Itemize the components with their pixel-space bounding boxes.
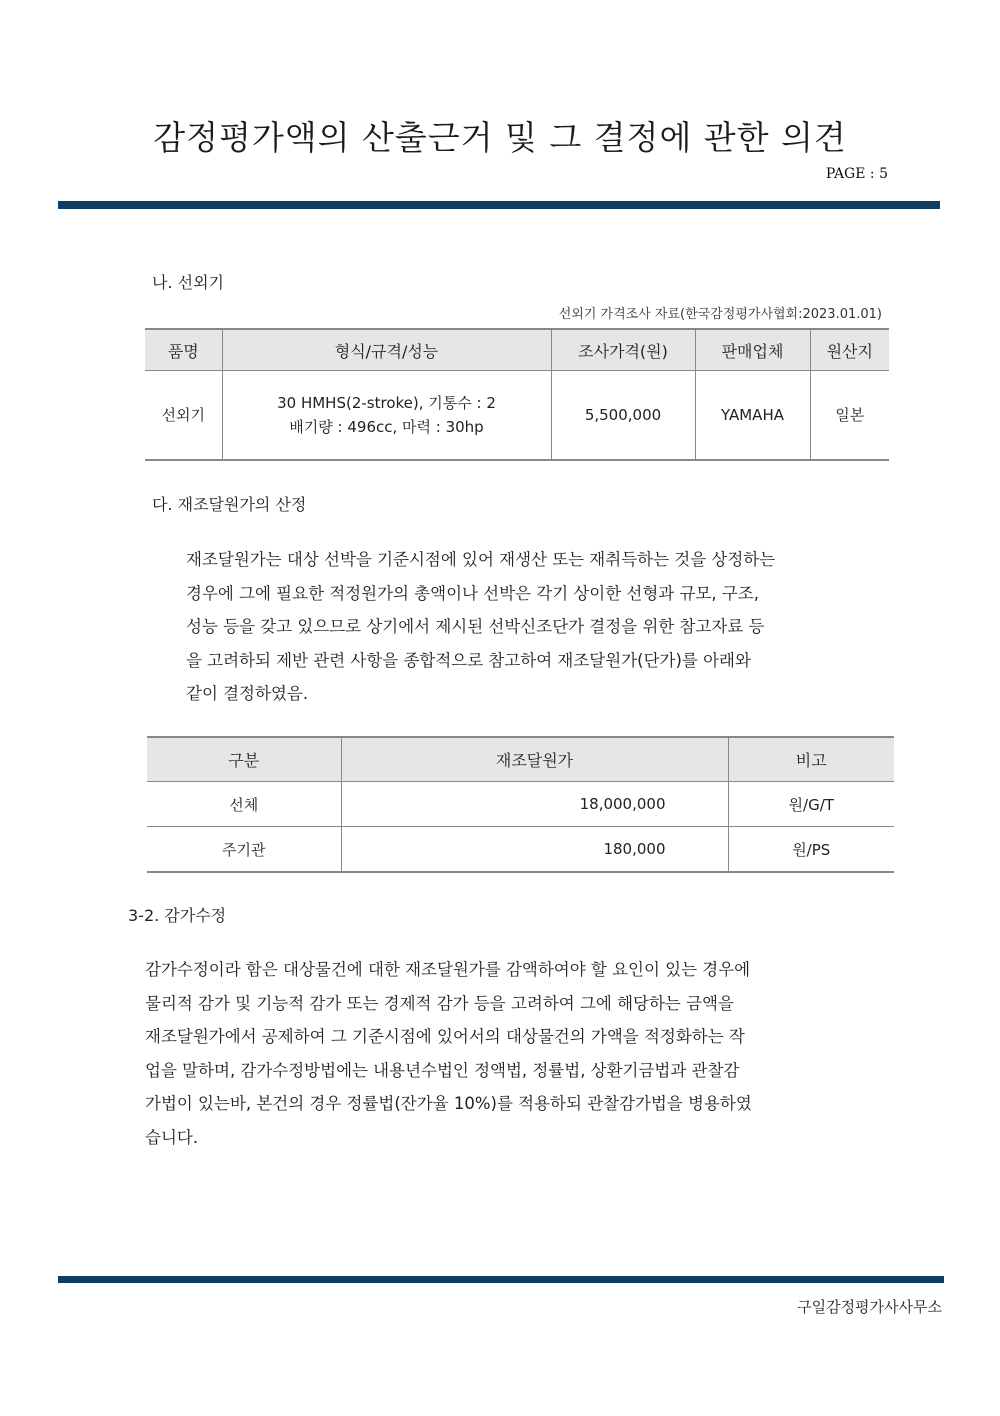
page-number: PAGE : 5	[825, 166, 888, 182]
header-cell: 조사가격(원)	[551, 329, 695, 371]
header-cell: 형식/규격/성능	[222, 329, 551, 371]
section-da-heading: 다. 재조달원가의 산정	[152, 495, 307, 514]
note-cell: 원/PS	[728, 827, 894, 873]
paragraph-line: 성능 등을 갖고 있으므로 상기에서 제시된 선박신조단가 결정을 위한 참고자료 등	[186, 617, 765, 636]
paragraph-line: 감가수정이라 함은 대상물건에 대한 재조달원가를 감액하여야 할 요인이 있는 경우에	[145, 960, 751, 979]
header-cell: 구분	[147, 737, 341, 782]
paragraph-line: 같이 결정하였음.	[186, 684, 309, 703]
table-header-row	[147, 737, 894, 782]
paragraph-line: 을 고려하되 제반 관련 사항을 종합적으로 참고하여 재조달원가(단가)를 아래와	[186, 650, 751, 670]
table-row	[147, 827, 894, 873]
header-cell: 판매업체	[695, 329, 810, 371]
header-cell: 비고	[728, 737, 894, 782]
section-32-heading: 3-2. 감가수정	[128, 906, 227, 925]
paragraph-line: 업을 말하며, 감가수정방법에는 내용년수법인 정액법, 정률법, 상환기금법과 관찰감	[145, 1060, 740, 1080]
item-name-cell: 선외기	[145, 371, 222, 461]
paragraph-line: 물리적 감가 및 기능적 감가 또는 경제적 감가 등을 고려하여 그에 해당하는 금액을	[145, 993, 734, 1013]
table-row	[147, 782, 894, 827]
note-cell: 원/G/T	[728, 782, 894, 827]
outboard-price-table	[145, 328, 889, 461]
page-title: 감정평가액의 산출근거 및 그 결정에 관한 의견	[153, 118, 847, 157]
category-cell: 선체	[147, 782, 341, 827]
cost-cell: 180,000	[341, 827, 728, 873]
header-rule	[58, 201, 940, 209]
paragraph-line: 재조달원가에서 공제하여 그 기준시점에 있어서의 대상물건의 가액을 적정화하는 작	[145, 1027, 745, 1046]
section-na-heading: 나. 선외기	[152, 273, 224, 292]
spec-line: 30 HMHS(2-stroke), 기통수 : 2	[277, 394, 496, 412]
footer-office-name: 구일감정평가사사무소	[797, 1298, 942, 1316]
section-da-paragraph	[186, 543, 898, 711]
origin-cell: 일본	[810, 371, 889, 461]
footer-rule	[58, 1276, 944, 1283]
paragraph-line: 가법이 있는바, 본건의 경우 정률법(잔가율 10%)를 적용하되 관찰감가법을 병용하였	[145, 1094, 752, 1113]
spec-line: 배기량 : 496cc, 마력 : 30hp	[289, 418, 484, 436]
header-cell: 재조달원가	[341, 737, 728, 782]
cost-cell: 18,000,000	[341, 782, 728, 827]
table-header-row	[145, 329, 889, 371]
vendor-cell: YAMAHA	[695, 371, 810, 461]
replacement-cost-table	[147, 736, 894, 873]
spec-cell	[222, 371, 551, 461]
paragraph-line: 습니다.	[145, 1127, 199, 1147]
paragraph-line: 재조달원가는 대상 선박을 기준시점에 있어 재생산 또는 재취득하는 것을 상정하는	[186, 550, 776, 569]
section-32-paragraph	[145, 953, 875, 1154]
paragraph-line: 경우에 그에 필요한 적정원가의 총액이나 선박은 각기 상이한 선형과 규모, 구조,	[186, 583, 759, 603]
price-cell: 5,500,000	[551, 371, 695, 461]
header-cell: 원산지	[810, 329, 889, 371]
header-cell: 품명	[145, 329, 222, 371]
category-cell: 주기관	[147, 827, 341, 873]
table-row	[145, 371, 889, 461]
source-note: 선외기 가격조사 자료(한국감정평가사협회:2023.01.01)	[558, 307, 882, 322]
